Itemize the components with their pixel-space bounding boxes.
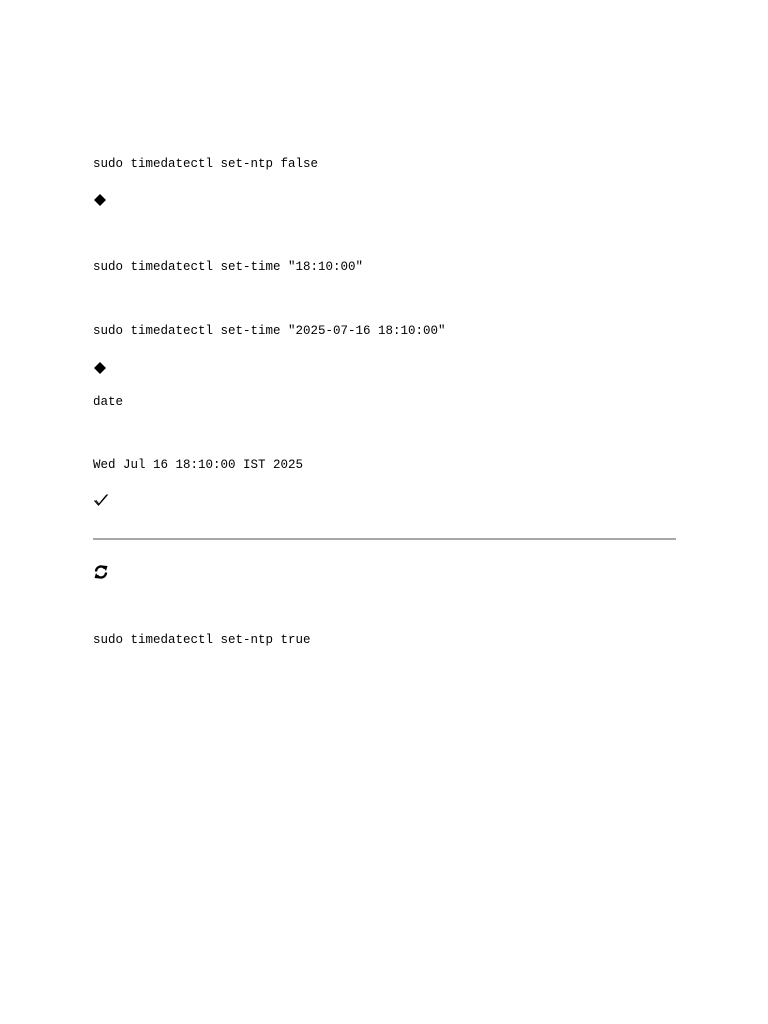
diamond-icon — [93, 361, 109, 377]
sync-icon — [93, 563, 109, 579]
set-datetime-command: sudo timedatectl set-time "2025-07-16 18:10:00" — [93, 324, 446, 338]
date-output: Wed Jul 16 18:10:00 IST 2025 — [93, 458, 304, 472]
date-command: date — [93, 395, 124, 409]
set-time-command: sudo timedatectl set-time "18:10:00" — [93, 260, 364, 274]
diamond-icon — [93, 193, 109, 209]
check-icon — [93, 492, 109, 508]
enable-ntp-command: sudo timedatectl set-ntp true — [93, 633, 311, 647]
disable-ntp-command: sudo timedatectl set-ntp false — [93, 157, 319, 171]
horizontal-divider — [93, 538, 676, 540]
